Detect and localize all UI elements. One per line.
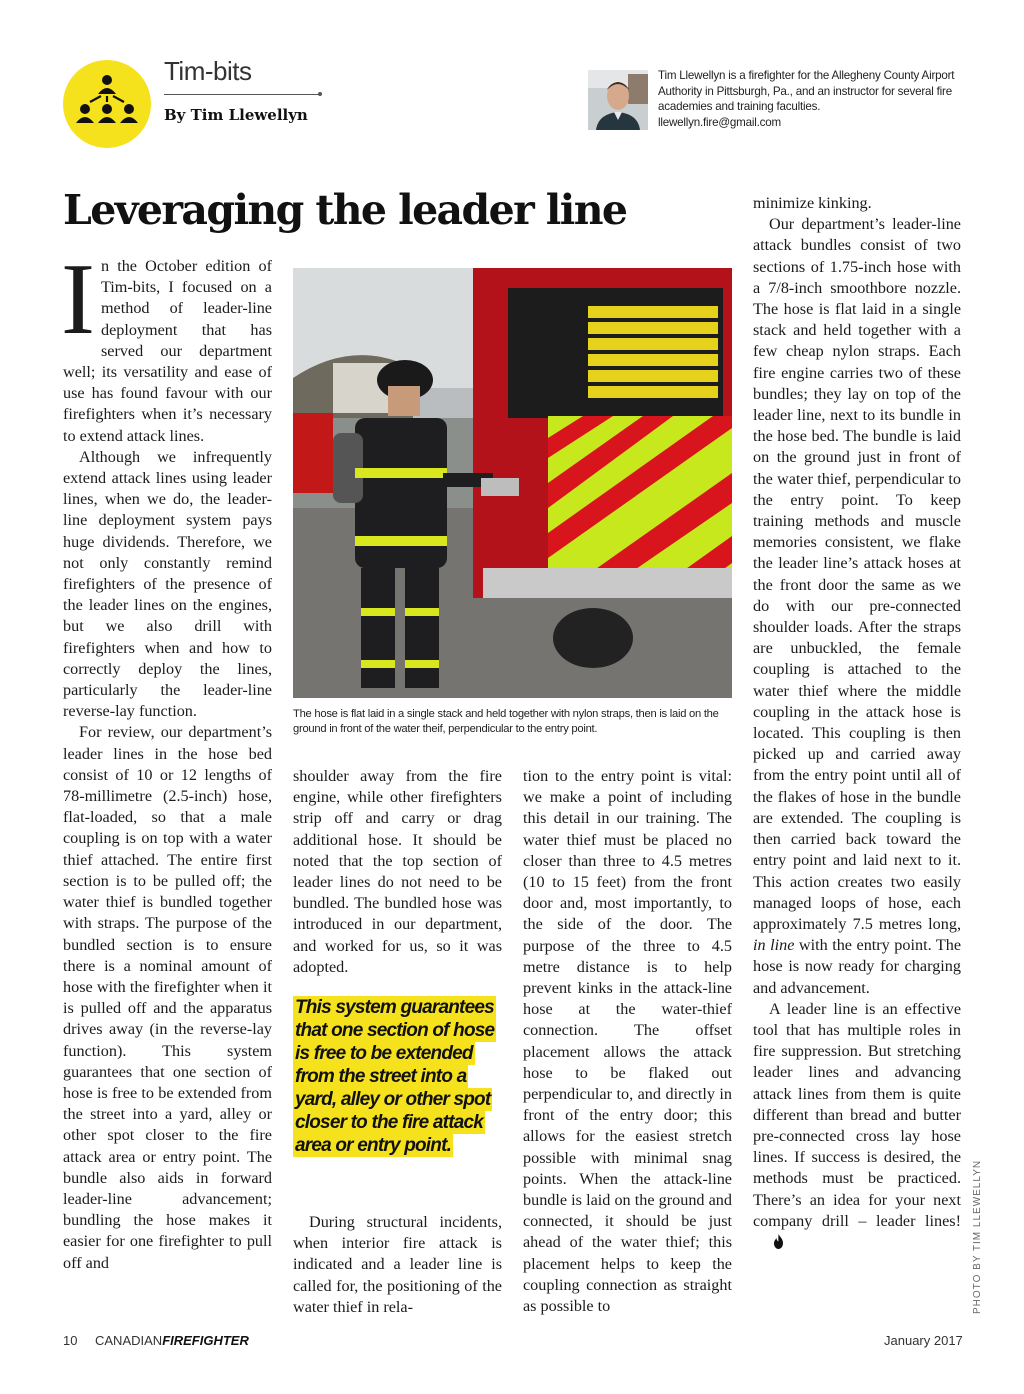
paragraph: A leader line is an effective tool that has multiple roles in fire suppression. But stretching leader lines and advancing attack lines from them is quite different than bread and butter pre-connected cross lay hose lines. If success is desired, the methods must be practiced. There’s an idea for your next company drill – leader lines! xyxy=(753,999,961,1255)
author-photo xyxy=(588,70,648,130)
photo-caption: The hose is flat laid in a single stack and held together with nylon straps, then is laid on the ground in front of the water theif, perpendicular to the entry point. xyxy=(293,708,719,735)
author-email[interactable]: llewellyn.fire@gmail.com xyxy=(658,115,781,129)
magazine-name: CANADIANFIREFIGHTER xyxy=(95,1333,249,1348)
article-photo xyxy=(293,268,732,698)
body-column-3 xyxy=(523,766,732,1317)
author-bio xyxy=(658,68,958,130)
paragraph: minimize kinking. xyxy=(753,194,872,212)
paragraph: For review, our department’s leader lines in the hose bed consist of 10 or 12 lengths of 78-millimetre (2.5-inch) hose, flat-loaded, so that a male coupling is on top with a water thief attached. The entire first section is to be pulled off; the water thief is bundled together with straps. The purpose of the bundled section is to ensure there is a nominal amount of hose with the firefighter when it is pulled off and the apparatus drives away (in the reverse-lay function). This system guarantees that one section of hose is free to be extended from the street into a yard, alley or other spot closer to the fire attack area or entry point. The bundle also aids in forward leader-line advancement; bundling the hose makes it easier for one firefighter to pull off and xyxy=(63,723,272,1272)
title-rule xyxy=(164,94,320,95)
paragraph: Our department’s leader-line attack bundles consist of two sections of 1.75-inch hose with a 7/8-inch smoothbore nozzle. The hose is flat laid in a single stack and held together with a few cheap nylon straps. Each fire engine carries two of these bundles; they lay on top of the leader line, next to its bundle in the hose bed. The bundle is laid on the ground just in front of the water thief, perpendicular to the entry point. To keep training methods and muscle memories consistent, we flake the leader line’s attack hoses at the front door the same as we do with our pre-connected shoulder loads. After the straps are unbuckled, the female coupling is attached to the water thief where the middle coupling in the attack hose is located. This coupling is then picked up and carried away from the entry point until all of the flakes of hose in the bundle are extended. The coupling is then carried back toward the entry point and laid next to it. This action creates two easily managed loops of hose, each approximately 7.5 metres long, in line with the entry point. The hose is now ready for charging and advancement. xyxy=(753,215,962,997)
pull-quote-text: This system guarantees that one section of hose is free to be extended from the street into a yard, alley or other spot closer to the fire attack area or entry point. xyxy=(295,997,495,1156)
article-headline: Leveraging the leader line xyxy=(63,186,627,234)
paragraph: shoulder away from the fire engine, while other firefighters strip off and carry or drag additional hose. It should be noted that the top section of leader lines do not need to be bundled. The bundled hose was introduced in our department, and worked for us, so it was adopted. xyxy=(293,767,502,976)
byline: By Tim Llewellyn xyxy=(164,106,308,124)
author-bio-text: Tim Llewellyn is a firefighter for the Allegheny County Airport Authority in Pittsburgh, Pa., and an instructor for several fire academies and training faculties. xyxy=(658,69,955,113)
issue-date: January 2017 xyxy=(884,1333,963,1348)
people-network-icon xyxy=(63,60,151,148)
page-number: 10 xyxy=(63,1333,78,1348)
photo-credit: PHOTO BY TIM LLEWELLYN xyxy=(972,1159,983,1314)
paragraph: In the October edition of Tim-bits, I focused on a method of leader-line deployment that has served our department well; its versatility and ease of use has found favour with our firefighters when it’s necessary to extend attack lines. xyxy=(61,243,272,445)
column-logo xyxy=(63,60,151,148)
paragraph: tion to the entry point is vital: we make a point of including this detail in our training. The water thief must be placed no closer than three to 4.5 metres (10 to 15 feet) from the front door and, most importantly, to the side of the door. The purpose of the three to 4.5 metre distance is to help prevent kinks in the attack-line hose at the water-thief connection. The offset placement allows the attack hose to be flaked out perpendicular to, and directly in front of the entry door; this allows for the easiest stretch possible with minimal snag points. When the attack-line bundle is laid on the ground and connected, it should be just ahead of the water thief; this placement helps to keep the coupling connection as straight as possible to xyxy=(523,767,732,1316)
body-column-2 xyxy=(293,766,502,978)
body-column-2-continued xyxy=(293,1212,502,1318)
body-column-1 xyxy=(61,243,272,1274)
paragraph: Although we infrequently extend attack lines using leader lines, when we do, the leader-line deployment system pays huge dividends. Therefore, we not only constantly remind firefighters of the presence of the leader lines on the engines, but we also drill with firefighters when and how to correctly deploy the lines, particularly the leader-line reverse-lay function. xyxy=(63,447,272,721)
paragraph: During structural incidents, when interior fire attack is indicated and a leader line is called for, the positioning of the water thief in rela- xyxy=(293,1213,502,1316)
column-title: Tim-bits xyxy=(164,56,252,86)
body-column-4 xyxy=(753,193,961,1255)
pull-quote xyxy=(293,996,505,1157)
drop-cap: I xyxy=(61,243,95,356)
flame-icon xyxy=(757,1234,784,1255)
italic-phrase: in line xyxy=(753,936,795,955)
